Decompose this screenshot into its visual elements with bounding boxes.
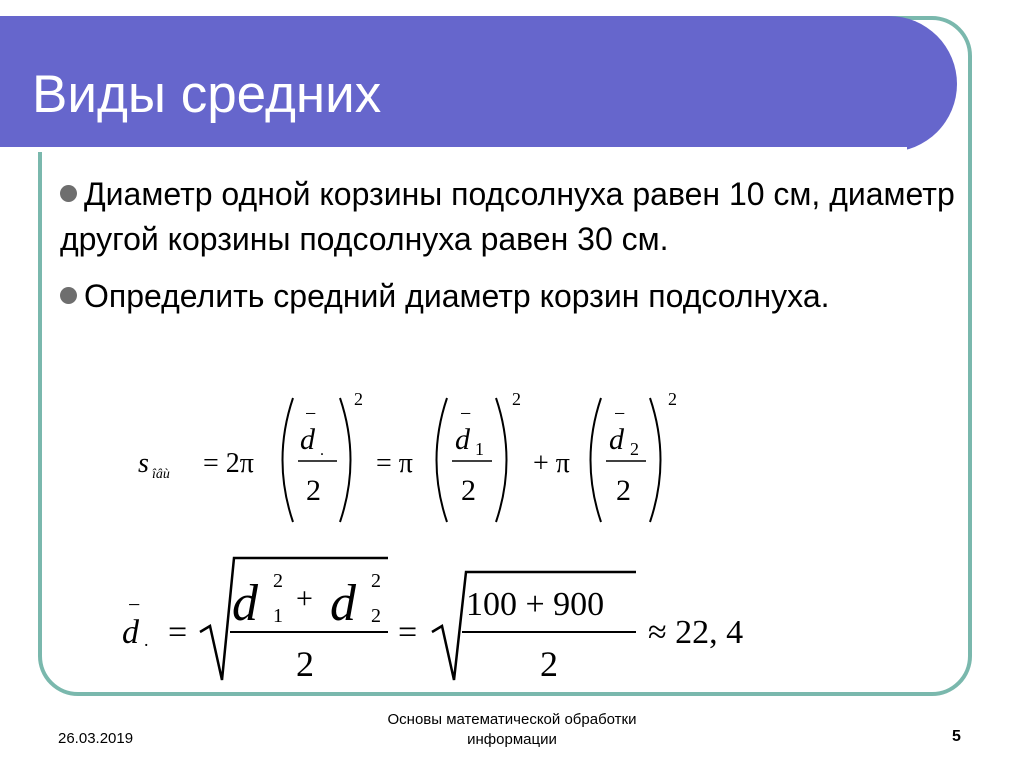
slide-title: Виды средних	[32, 65, 382, 124]
d1-exponent: 2	[273, 570, 283, 592]
page-number: 5	[952, 728, 961, 745]
left-paren	[283, 398, 294, 522]
svg-text:−: −	[460, 403, 472, 425]
d1-symbol: d	[232, 575, 258, 632]
eq-sign: =	[168, 614, 188, 651]
denominator-two-2: 2	[540, 644, 558, 684]
eq-pi: = π	[376, 448, 413, 479]
sqrt-radical	[200, 558, 388, 680]
bar-mark: −	[128, 592, 141, 617]
bullet-text: Диаметр одной корзины подсолнуха равен 10 см, диаметр другой корзины подсолнуха равен 30 см.	[60, 176, 955, 257]
svg-text:2: 2	[461, 474, 476, 507]
d2-subscript: 2	[371, 605, 381, 627]
bullet-text: Определить средний диаметр корзин подсолнуха.	[84, 278, 830, 314]
footer-date: 26.03.2019	[58, 730, 134, 747]
d1-subscript: 1	[273, 605, 283, 627]
plus-pi: + π	[533, 448, 570, 479]
denominator-two: 2	[296, 644, 314, 684]
eq-sign-2: =	[398, 614, 418, 651]
d2-subscript: 2	[630, 439, 639, 459]
d1-symbol: d	[455, 423, 470, 456]
plus-sign: +	[296, 582, 313, 615]
area-formula	[138, 389, 677, 522]
exponent-two: 2	[354, 389, 363, 409]
svg-text:2: 2	[512, 389, 521, 409]
d2-symbol: d	[330, 575, 356, 632]
mean-diameter-formula	[122, 558, 743, 684]
s-symbol: s	[138, 448, 149, 479]
approx-result: ≈ 22, 4	[648, 614, 744, 651]
d2-exponent: 2	[371, 570, 381, 592]
d-symbol: d	[300, 423, 315, 456]
s-subscript: îâù	[152, 467, 170, 482]
svg-text:2: 2	[668, 389, 677, 409]
d-symbol: d	[122, 614, 139, 651]
d-subscript: .	[144, 630, 149, 650]
d-subscript: .	[320, 442, 324, 459]
right-paren	[340, 398, 351, 522]
bar-mark: −	[305, 403, 317, 425]
d1-subscript: 1	[475, 439, 484, 459]
eq-two-pi: = 2π	[203, 448, 254, 479]
d2-symbol: d	[609, 423, 624, 456]
svg-text:2: 2	[616, 474, 631, 507]
denominator-two: 2	[306, 474, 321, 507]
numerator-value: 100 + 900	[466, 586, 605, 623]
svg-text:−: −	[614, 403, 626, 425]
footer-course: Основы математической обработки информации	[387, 711, 637, 748]
